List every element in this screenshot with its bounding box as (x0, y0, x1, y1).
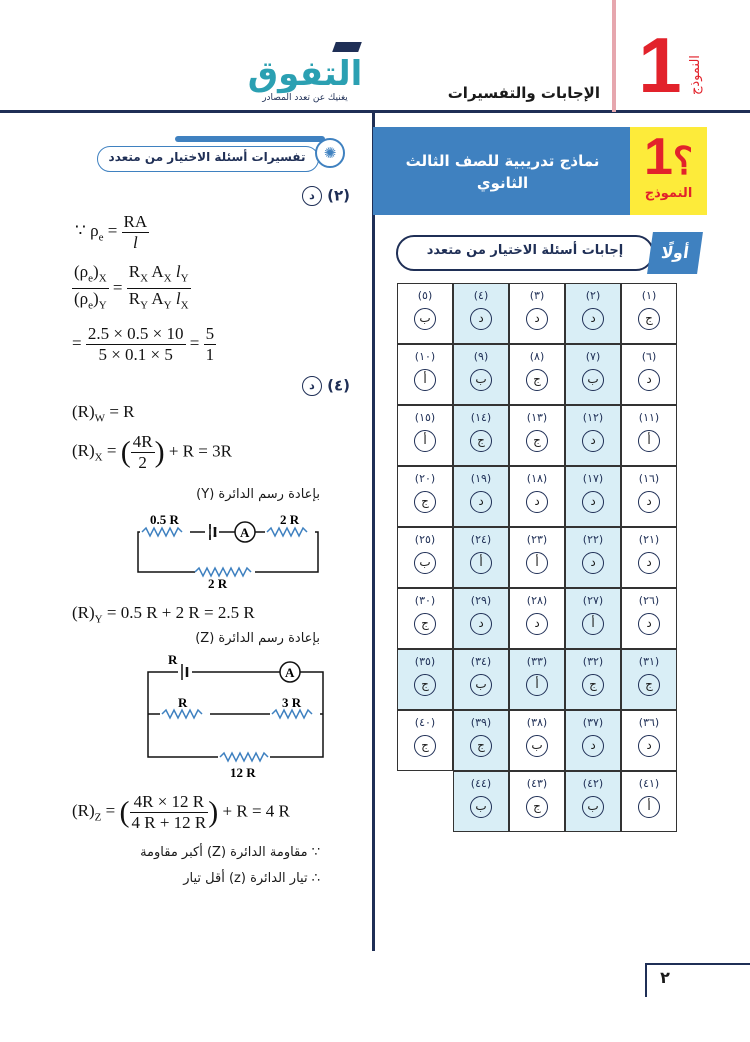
lightbulb-icon: ✺ (315, 138, 345, 168)
question-number: (٢٠) (414, 472, 436, 485)
answer-choice: أ (526, 674, 548, 696)
question-number: (١٠) (414, 350, 436, 363)
formula-ratio: $\frac{(\rho_e)_X}{(\rho_e)_Y}$ = $\frac{R_X A_X l_Y}{R_Y A_Y l_X}$ (74, 262, 189, 312)
question-number: (٤٣) (526, 777, 548, 790)
question-number: (١٦) (638, 472, 660, 485)
redraw-z-label: بإعادة رسم الدائرة (Z) (195, 631, 320, 646)
answer-cell (397, 344, 453, 405)
answer-cell (453, 466, 509, 527)
question-number: (٢٣) (526, 533, 548, 546)
question-number: (٢٩) (470, 594, 492, 607)
formula-rw: $(R)_W = R$ (72, 402, 135, 425)
answer-cell (509, 710, 565, 771)
conclusion-current: ∴ تيار الدائرة (z) أقل تيار (183, 871, 320, 886)
answer-cell (565, 649, 621, 710)
answer-choice: د (470, 308, 492, 330)
page-number: ٢ (660, 968, 670, 987)
footer-rule-vertical (645, 963, 647, 997)
answer-choice: ج (414, 735, 436, 757)
footer-rule (645, 963, 750, 965)
q4-heading (290, 376, 350, 396)
column-divider (372, 113, 375, 951)
answer-choice: د (526, 613, 548, 635)
q2-answer: د (302, 186, 322, 206)
answer-cell (621, 344, 677, 405)
answer-choice: د (582, 552, 604, 574)
answer-cell (453, 344, 509, 405)
answer-choice: أ (582, 613, 604, 635)
answer-choice: ج (526, 430, 548, 452)
question-number: (٤٠) (414, 716, 436, 729)
question-number: (٢) (585, 289, 601, 302)
section-heading: إجابات أسئلة الاختيار من متعدد (426, 243, 624, 258)
question-number: (٧) (585, 350, 601, 363)
answer-cell (509, 466, 565, 527)
question-number: (٣٧) (582, 716, 604, 729)
answer-cell (509, 649, 565, 710)
circuit-z-label-3: 3 R (282, 695, 302, 710)
answer-choice: د (582, 430, 604, 452)
formula-ry: $(R)_Y = 0.5$ R + 2 R = 2.5 R (72, 603, 255, 626)
circuit-y-label-2: 2 R (208, 576, 228, 590)
answer-cell (621, 466, 677, 527)
question-number: (٣٨) (526, 716, 548, 729)
conclusion-resistance: ∵ مقاومة الدائرة (Z) أكبر مقاومة (140, 845, 320, 860)
redraw-y-label: بإعادة رسم الدائرة (Y) (196, 487, 320, 502)
answer-cell (509, 344, 565, 405)
question-number: (١٨) (526, 472, 548, 485)
answer-choice: د (582, 308, 604, 330)
circuit-z-label-2: R (178, 695, 188, 710)
answer-choice: ب (582, 796, 604, 818)
answer-choice: د (526, 308, 548, 330)
question-number: (٢٦) (638, 594, 660, 607)
answer-cell (621, 405, 677, 466)
answer-cell (397, 710, 453, 771)
answer-cell (565, 588, 621, 649)
answer-cell (509, 405, 565, 466)
answer-cell (621, 649, 677, 710)
answer-choice: د (582, 735, 604, 757)
circuit-y-wire (138, 532, 318, 572)
question-number: (٤٢) (582, 777, 604, 790)
answer-choice: د (470, 613, 492, 635)
answer-cell (453, 710, 509, 771)
answer-cell (565, 771, 621, 832)
graduation-cap-icon (332, 42, 362, 52)
answer-cell (453, 405, 509, 466)
explanations-heading: تفسيرات أسئلة الاختيار من متعدد (108, 150, 306, 164)
answer-cell (453, 527, 509, 588)
answer-choice: ب (470, 674, 492, 696)
question-number: (٢٨) (526, 594, 548, 607)
question-number: (٣٠) (414, 594, 436, 607)
question-number: (٢١) (638, 533, 660, 546)
question-number: (٢٧) (582, 594, 604, 607)
question-number: (٥) (417, 289, 433, 302)
model-number-label: النموذج (688, 55, 703, 95)
answer-cell (453, 283, 509, 344)
question-number: (٣٤) (470, 655, 492, 668)
answer-cell (621, 527, 677, 588)
question-number: (٤) (473, 289, 489, 302)
circuit-y-label-0: 0.5 R (150, 512, 179, 527)
answer-cell (453, 771, 509, 832)
answer-choice: ج (470, 735, 492, 757)
model-number: 1 (638, 21, 682, 109)
question-number: (٤١) (638, 777, 660, 790)
answer-cell (565, 466, 621, 527)
question-number: (٢٥) (414, 533, 436, 546)
section-tag: أولًا (647, 232, 703, 274)
formula-resistivity: ∵ $\rho_e$ = $\frac{RA}{l}$ (75, 212, 148, 252)
circuit-y-label-3: A (240, 525, 250, 540)
answer-cell (397, 588, 453, 649)
answer-cell (509, 588, 565, 649)
answer-choice: د (638, 552, 660, 574)
logo-tagline: يغنيك عن تعدد المصادر (262, 93, 348, 103)
answer-cell (397, 466, 453, 527)
circuit-z-diagram (140, 652, 330, 782)
answer-cell (397, 527, 453, 588)
model-number-frame (612, 0, 616, 112)
answer-choice: ب (414, 552, 436, 574)
heading-accent-bar (175, 136, 325, 142)
answer-choice: ب (470, 369, 492, 391)
answer-cell (621, 588, 677, 649)
question-number: (٣٢) (582, 655, 604, 668)
q4-answer: د (302, 376, 322, 396)
answer-choice: د (582, 491, 604, 513)
answer-cell (565, 344, 621, 405)
answer-choice: ج (638, 308, 660, 330)
answer-cell (397, 649, 453, 710)
badge-number: 1؟ (643, 128, 694, 186)
q2-number: (٢) (327, 186, 350, 205)
question-number: (١٩) (470, 472, 492, 485)
answer-choice: ب (414, 308, 436, 330)
question-number: (٤٤) (470, 777, 492, 790)
page-title: الإجابات والتفسيرات (447, 84, 600, 102)
answer-cell (565, 283, 621, 344)
question-number: (٩) (473, 350, 489, 363)
answer-choice: د (526, 491, 548, 513)
answer-cell (621, 710, 677, 771)
question-number: (١٤) (470, 411, 492, 424)
formula-rz: $(R)_Z$ = ( $\frac{4R \times 12 R}{4 R + 12 R}$ ) + R = 4 R (72, 792, 290, 832)
answer-cell (397, 283, 453, 344)
answer-choice: ب (526, 735, 548, 757)
answer-choice: أ (638, 430, 660, 452)
answer-choice: أ (638, 796, 660, 818)
answer-choice: د (638, 735, 660, 757)
question-number: (٣) (529, 289, 545, 302)
answer-choice: د (638, 491, 660, 513)
answer-choice: ج (414, 674, 436, 696)
answer-cell (453, 649, 509, 710)
answer-choice: ب (582, 369, 604, 391)
question-number: (٦) (641, 350, 657, 363)
answer-choice: ج (638, 674, 660, 696)
answer-choice: ج (526, 796, 548, 818)
formula-numeric: = $\frac{2.5 \times 0.5 \times 10}{5 \times 0.1 \times 5}$ = $\frac{5}{1}$ (72, 324, 215, 364)
q4-number: (٤) (327, 376, 350, 395)
circuit-z-label-1: A (285, 665, 295, 680)
logo-text: التفوق (247, 54, 363, 94)
answer-cell (509, 527, 565, 588)
question-number: (١٧) (582, 472, 604, 485)
answer-choice: د (470, 491, 492, 513)
badge-word: النموذج (644, 186, 693, 201)
answer-choice: ج (470, 430, 492, 452)
circuit-y-label-1: 2 R (280, 512, 300, 527)
question-number: (٣٣) (526, 655, 548, 668)
answer-choice: ج (526, 369, 548, 391)
answer-choice: د (638, 613, 660, 635)
question-number: (١٣) (526, 411, 548, 424)
question-number: (١) (641, 289, 657, 302)
answer-choice: ج (414, 613, 436, 635)
answer-cell (565, 405, 621, 466)
question-number: (٣٦) (638, 716, 660, 729)
answer-choice: ب (470, 796, 492, 818)
answer-choice: أ (414, 369, 436, 391)
question-number: (٣٥) (414, 655, 436, 668)
answer-cell (621, 771, 677, 832)
answer-choice: ج (414, 491, 436, 513)
answer-cell (621, 283, 677, 344)
question-number: (١١) (638, 411, 660, 424)
question-number: (٢٤) (470, 533, 492, 546)
question-number: (٣٩) (470, 716, 492, 729)
question-number: (٢٢) (582, 533, 604, 546)
circuit-y-diagram (130, 512, 325, 590)
question-number: (٣١) (638, 655, 660, 668)
formula-rx: $(R)_X$ = ( $\frac{4R}{2}$ ) + R = 3R (72, 432, 232, 472)
answer-choice: أ (414, 430, 436, 452)
answer-choice: أ (526, 552, 548, 574)
answer-cell (565, 710, 621, 771)
question-number: (٨) (529, 350, 545, 363)
header-divider (0, 110, 750, 113)
brand-logo (230, 55, 380, 103)
answer-choice: أ (470, 552, 492, 574)
answer-grid (397, 283, 677, 833)
circuit-z-label-0: R (168, 652, 178, 667)
answer-choice: ج (582, 674, 604, 696)
banner-text: نماذج تدريبية للصف الثالث الثانوي (405, 152, 600, 192)
answer-cell (509, 771, 565, 832)
answer-cell (565, 527, 621, 588)
answer-choice: د (638, 369, 660, 391)
question-number: (١٥) (414, 411, 436, 424)
answer-cell (509, 283, 565, 344)
circuit-z-label-4: 12 R (230, 765, 256, 780)
q2-heading (290, 186, 350, 206)
question-number: (١٢) (582, 411, 604, 424)
answer-cell (453, 588, 509, 649)
answer-cell (397, 405, 453, 466)
